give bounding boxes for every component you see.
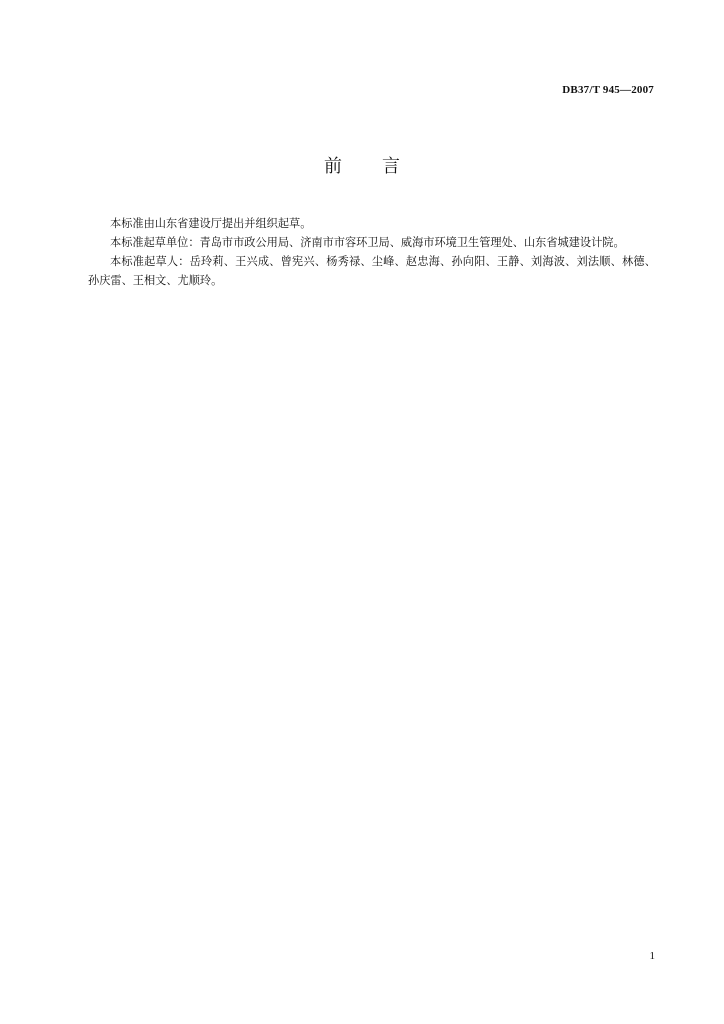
- title-part-2: 言: [382, 156, 400, 177]
- standard-code: DB37/T 945—2007: [562, 84, 654, 96]
- foreword-body: [88, 214, 656, 290]
- page-number: 1: [649, 950, 655, 962]
- paragraph-drafting-units: 本标准起草单位：青岛市市政公用局、济南市市容环卫局、威海市环境卫生管理处、山东省城建设计院。: [110, 236, 625, 249]
- paragraph-proposer: 本标准由山东省建设厅提出并组织起草。: [110, 217, 312, 230]
- page-title: [0, 154, 724, 180]
- title-part-1: 前: [324, 156, 342, 177]
- paragraph-drafters: 本标准起草人：岳玲莉、王兴成、曾宪兴、杨秀禄、尘峰、赵忠海、孙向阳、王静、刘海波、刘法顺、林德、孙庆雷、王相文、尤顺玲。: [88, 255, 656, 287]
